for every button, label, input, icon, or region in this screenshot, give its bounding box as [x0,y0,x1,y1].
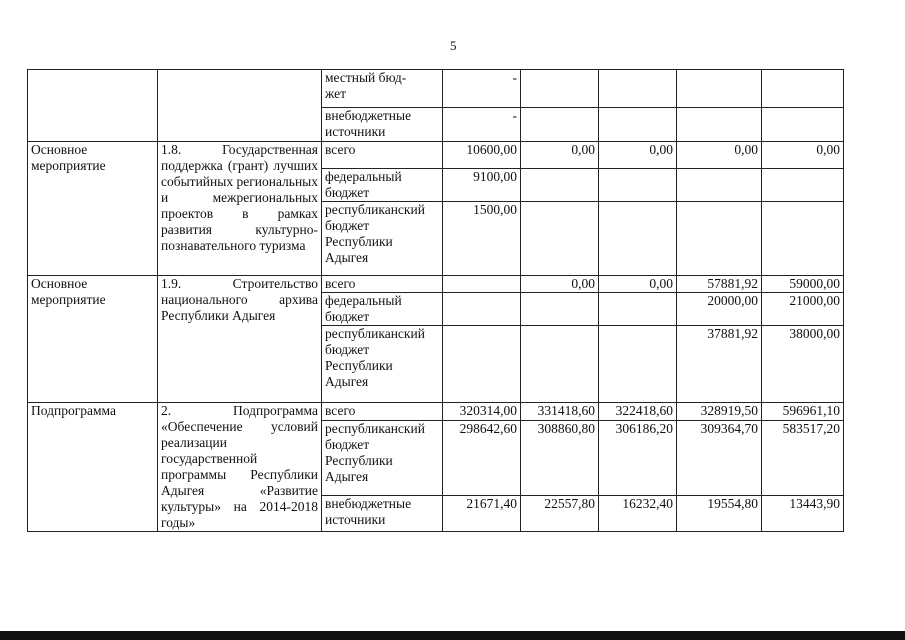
value-cell: 309364,70 [677,420,762,495]
value-cell [677,108,762,142]
value-cell: 0,00 [599,276,677,293]
value-cell: 1500,00 [443,202,521,276]
source-cell: республиканский бюджет Республики Адыгея [322,202,443,276]
source-cell: внебюджетные источники [322,496,443,532]
value-cell [599,70,677,108]
value-cell: 0,00 [521,276,599,293]
value-cell [521,326,599,403]
value-cell [599,293,677,326]
event-type-cell: Основное мероприятие [28,276,158,403]
value-cell: - [443,108,521,142]
value-cell [677,169,762,202]
value-cell [443,326,521,403]
value-cell [599,108,677,142]
value-cell [762,70,844,108]
budget-table [27,69,844,532]
table-row [28,403,844,421]
value-cell: 0,00 [762,142,844,169]
value-cell: 37881,92 [677,326,762,403]
source-cell: всего [322,142,443,169]
value-cell: 0,00 [677,142,762,169]
value-cell: 331418,60 [521,403,599,421]
event-type-cell: Основное мероприятие [28,142,158,276]
source-cell: внебюджетные источники [322,108,443,142]
value-cell [599,202,677,276]
value-cell: 13443,90 [762,496,844,532]
value-cell [762,108,844,142]
value-cell [677,202,762,276]
value-cell [762,169,844,202]
value-cell [443,276,521,293]
value-cell: 308860,80 [521,420,599,495]
value-cell: 583517,20 [762,420,844,495]
table-row [28,276,844,293]
source-cell: федеральный бюджет [322,293,443,326]
value-cell: 57881,92 [677,276,762,293]
event-type-cell: Подпрограмма [28,403,158,532]
value-cell: 306186,20 [599,420,677,495]
source-cell: республиканский бюджет Республики Адыгея [322,420,443,495]
value-cell: 596961,10 [762,403,844,421]
value-cell [443,293,521,326]
value-cell [521,70,599,108]
value-cell [521,108,599,142]
source-cell: федеральный бюджет [322,169,443,202]
value-cell [599,326,677,403]
source-cell: местный бюд- жет [322,70,443,108]
value-cell: 16232,40 [599,496,677,532]
value-cell: 298642,60 [443,420,521,495]
value-cell: 21671,40 [443,496,521,532]
value-cell: 59000,00 [762,276,844,293]
value-cell: 10600,00 [443,142,521,169]
value-cell [521,169,599,202]
source-cell: всего [322,403,443,421]
value-cell [521,293,599,326]
table-row [28,70,844,108]
value-cell: 22557,80 [521,496,599,532]
value-cell: 322418,60 [599,403,677,421]
value-cell: 9100,00 [443,169,521,202]
value-cell: 0,00 [599,142,677,169]
value-cell: 20000,00 [677,293,762,326]
event-type-cell [28,70,158,142]
event-name-cell [158,70,322,142]
source-cell: всего [322,276,443,293]
scan-edge-bar [0,631,905,640]
source-cell: республиканский бюджет Республики Адыгея [322,326,443,403]
value-cell: 320314,00 [443,403,521,421]
value-cell: 19554,80 [677,496,762,532]
value-cell: 21000,00 [762,293,844,326]
value-cell: - [443,70,521,108]
value-cell [677,70,762,108]
value-cell [762,202,844,276]
value-cell [521,202,599,276]
event-name-cell: 1.9. Строительство национального архива Республики Адыгея [158,276,322,403]
value-cell [599,169,677,202]
page-number: 5 [450,38,457,53]
value-cell: 328919,50 [677,403,762,421]
event-name-cell: 1.8. Государственная поддержка (грант) лучших событийных региональных и межрегиональных проектов в рамках развития культурно-познавательного туризма [158,142,322,276]
value-cell: 0,00 [521,142,599,169]
table-row [28,142,844,169]
event-name-cell: 2. Подпрограмма «Обеспечение условий реализации государственной программы Республики Адыгея «Развитие культуры» на 2014-2018 годы» [158,403,322,532]
value-cell: 38000,00 [762,326,844,403]
